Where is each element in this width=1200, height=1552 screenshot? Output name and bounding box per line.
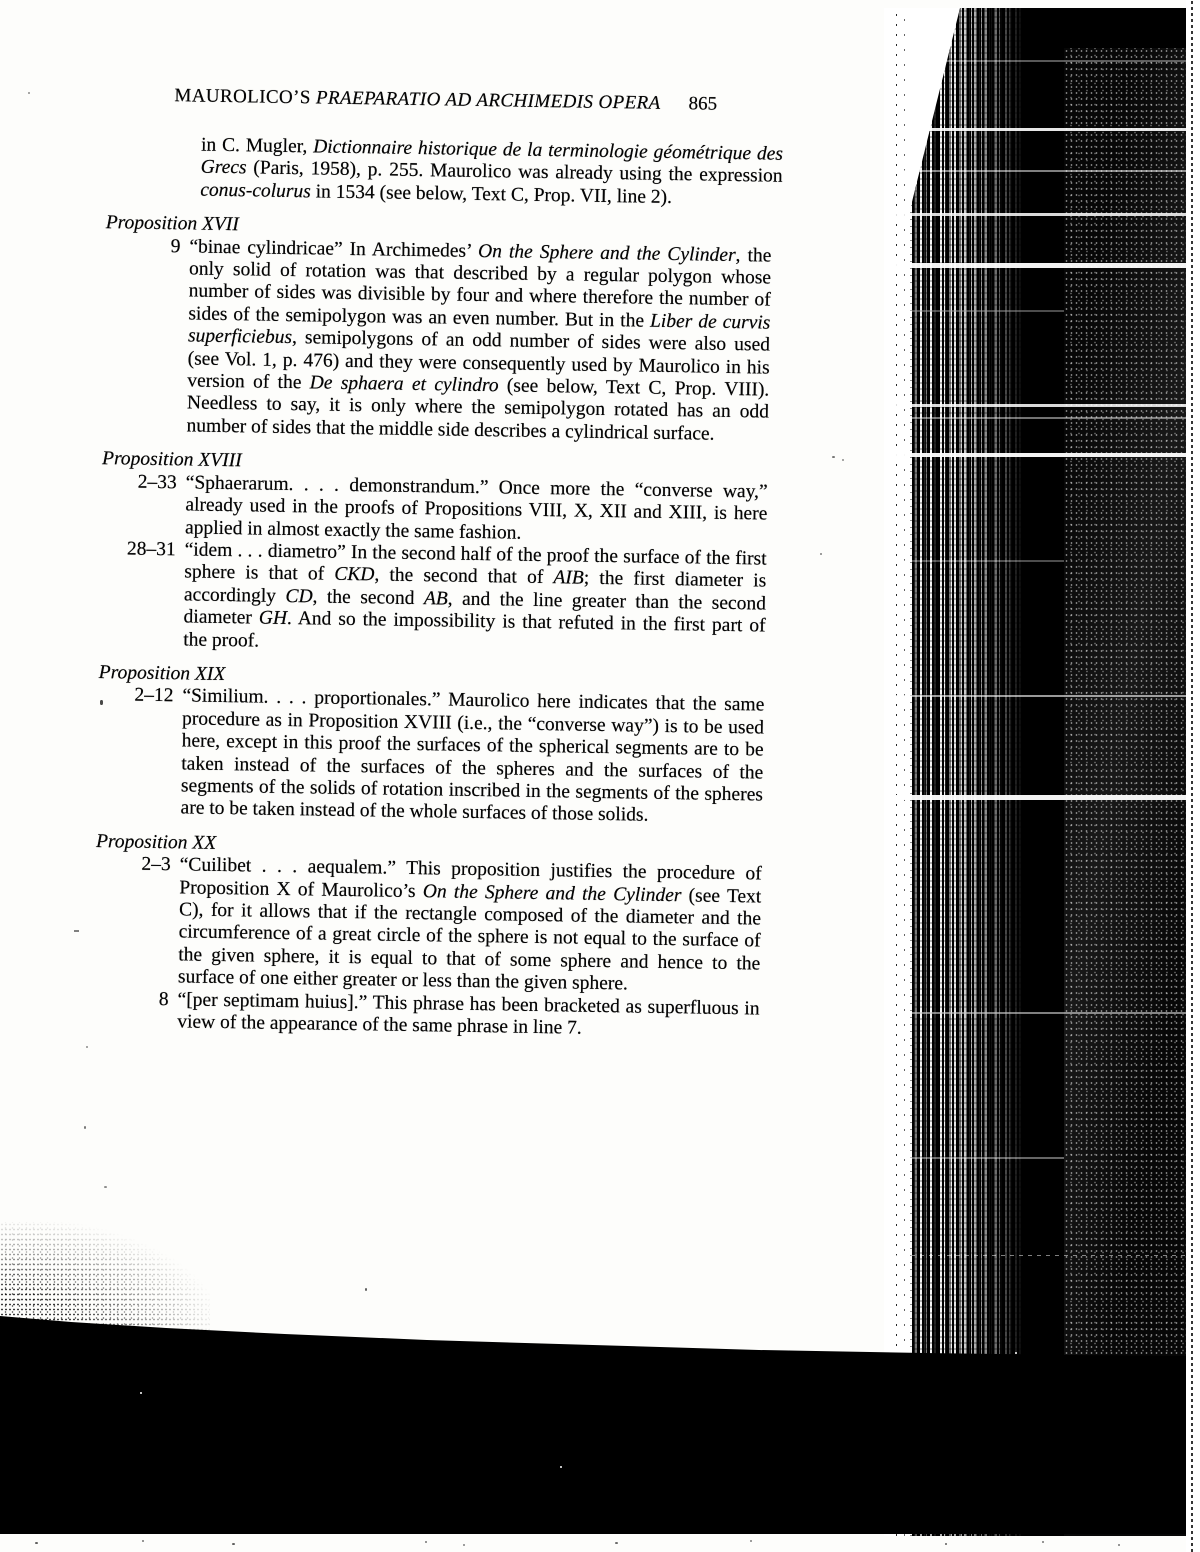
- speck: [84, 1126, 86, 1129]
- note-text: “Similium. . . . proportionales.” Maurolico here indicates that the same procedure as in Proposition XVIII (i.e., the “converse way”) is to be used here, except in this proof the surfaces of the spherical segments are to be taken instead of the surfaces of the spheres and the surfaces of the segments of the solids of rotation inscribed in the segments of the spheres are to be taken instead of the whole surfaces of those solids.: [180, 685, 765, 827]
- speck: [86, 1046, 88, 1048]
- scanline: [884, 128, 1186, 131]
- speck: [615, 1542, 618, 1544]
- scan-speckle-cloud: [0, 1222, 210, 1330]
- speck: [750, 1540, 752, 1542]
- speck: [232, 1543, 235, 1545]
- scanline: [884, 1012, 1186, 1014]
- scanline: [884, 60, 1186, 62]
- page-number: 865: [688, 93, 718, 115]
- page-text-block: [85, 84, 792, 1043]
- note-text: “Sphaerarum. . . . demonstrandum.” Once more the “converse way,” already used in the proofs of Propositions VIII, X, XII and XIII, is here applied in almost exactly the same fashion.: [184, 472, 768, 544]
- speck: [28, 92, 30, 94]
- speck: [560, 1466, 562, 1468]
- note-text: “idem . . . diametro” In the second half of the proof the surface of the first sphere is that of CKD, the second that of AIB; the first diameter is accordingly CD, the second AB, and the line greater than the second diameter GH. And so the impossibility is that refuted in the first part of the proof.: [183, 539, 767, 652]
- note-line-reference: 9: [170, 235, 181, 257]
- speck: [842, 459, 844, 461]
- note-line-reference: 2–33: [137, 471, 177, 493]
- scanline: [884, 417, 1186, 419]
- proposition-heading: Proposition XVII: [105, 212, 240, 236]
- scanline: [884, 310, 1064, 312]
- speck: [1042, 1541, 1044, 1543]
- running-head-author: MAUROLICO’S: [174, 85, 317, 109]
- spine-noise-field: [1064, 48, 1186, 1536]
- speck: [365, 1288, 367, 1291]
- running-head-work: PRAEPARATIO AD ARCHIMEDIS OPERA: [315, 87, 661, 114]
- scanline: [884, 404, 1186, 407]
- scanline: [884, 1157, 1064, 1159]
- commentary-note: [91, 538, 785, 661]
- speck: [1118, 1544, 1120, 1546]
- scanline: [884, 795, 1186, 800]
- speck: [142, 1540, 144, 1542]
- speck: [425, 1541, 427, 1543]
- scanline: [884, 560, 1064, 562]
- note-line-reference: 2–3: [141, 853, 171, 876]
- note-line-reference: 28–31: [126, 538, 176, 561]
- speck: [463, 1544, 465, 1546]
- scanline: [884, 1255, 1186, 1256]
- speck: [74, 930, 79, 932]
- right-margin-strip: [1186, 0, 1200, 1552]
- proposition-heading: Proposition XVIII: [101, 448, 242, 472]
- speck: [100, 700, 103, 705]
- note-line-reference: 8: [158, 988, 169, 1010]
- speck: [1015, 1352, 1017, 1354]
- book-edge-scan-band: [884, 8, 1186, 1536]
- speck: [945, 1543, 947, 1545]
- page-edge-fringe: [884, 8, 912, 1536]
- running-head-title: [174, 85, 660, 115]
- intro-paragraph: in C. Mugler, Dictionnaire historique de la terminologie géométrique des Grecs (Paris, 1958), p. 255. Maurolico was already using the expression conus-colurus in 1534 (see below, Text C, Prop. VII, line 2).: [200, 134, 784, 208]
- commentary-note: [93, 471, 786, 549]
- scanline: [884, 170, 1186, 172]
- running-head: [100, 84, 792, 117]
- note-text: “[per septimam huius].” This phrase has been bracketed as superfluous in view of the appearance of the same phrase in line 7.: [177, 988, 760, 1039]
- speck: [140, 1392, 142, 1394]
- commentary-sections: [85, 212, 790, 1043]
- note-line-reference: 2–12: [134, 684, 174, 707]
- speck: [820, 553, 822, 555]
- page-edge-streaks: [912, 8, 1024, 1536]
- proposition-heading: Proposition XIX: [98, 661, 226, 685]
- commentary-note: [85, 988, 778, 1044]
- speck: [104, 1186, 107, 1188]
- commentary-note: [88, 684, 782, 829]
- scanline: [884, 263, 1186, 268]
- scanline: [884, 213, 1186, 216]
- commentary-note: [94, 235, 789, 448]
- speck: [832, 456, 835, 458]
- scanline: [884, 695, 1186, 697]
- commentary-note: [86, 853, 780, 998]
- proposition-heading: Proposition XX: [95, 830, 217, 854]
- note-text: “Cuilibet . . . aequalem.” This proposition justifies the procedure of Proposition X of Maurolico’s On the Sphere and the Cylinder (see Text C), for it allows that if the rectangle composed of the diameter and the circumference of a great circle of the sphere is not equal to the surface of the given sphere, it is equal to that of some sphere and hence to the surface of one either greater or less than the given sphere.: [177, 854, 762, 995]
- note-text: “binae cylindricae” In Archimedes’ On the Sphere and the Cylinder, the only solid of rotation was that described by a regular polygon whose number of sides was divisible by four and where therefore the number of sides of the semipolygon was an even number. But in the Liber de curvis superficiebus, semipolygons of an odd number of sides were also used (see Vol. 1, p. 476) and they were consequently used by Maurolico in his version of the De sphaera et cylindro (see below, Text C, Prop. VIII). Needless to say, it is only where the semipolygon rotated has an odd number of sides that the middle side describes a cylindrical surface.: [186, 236, 772, 445]
- speck: [35, 1542, 38, 1544]
- scanline: [884, 453, 1186, 457]
